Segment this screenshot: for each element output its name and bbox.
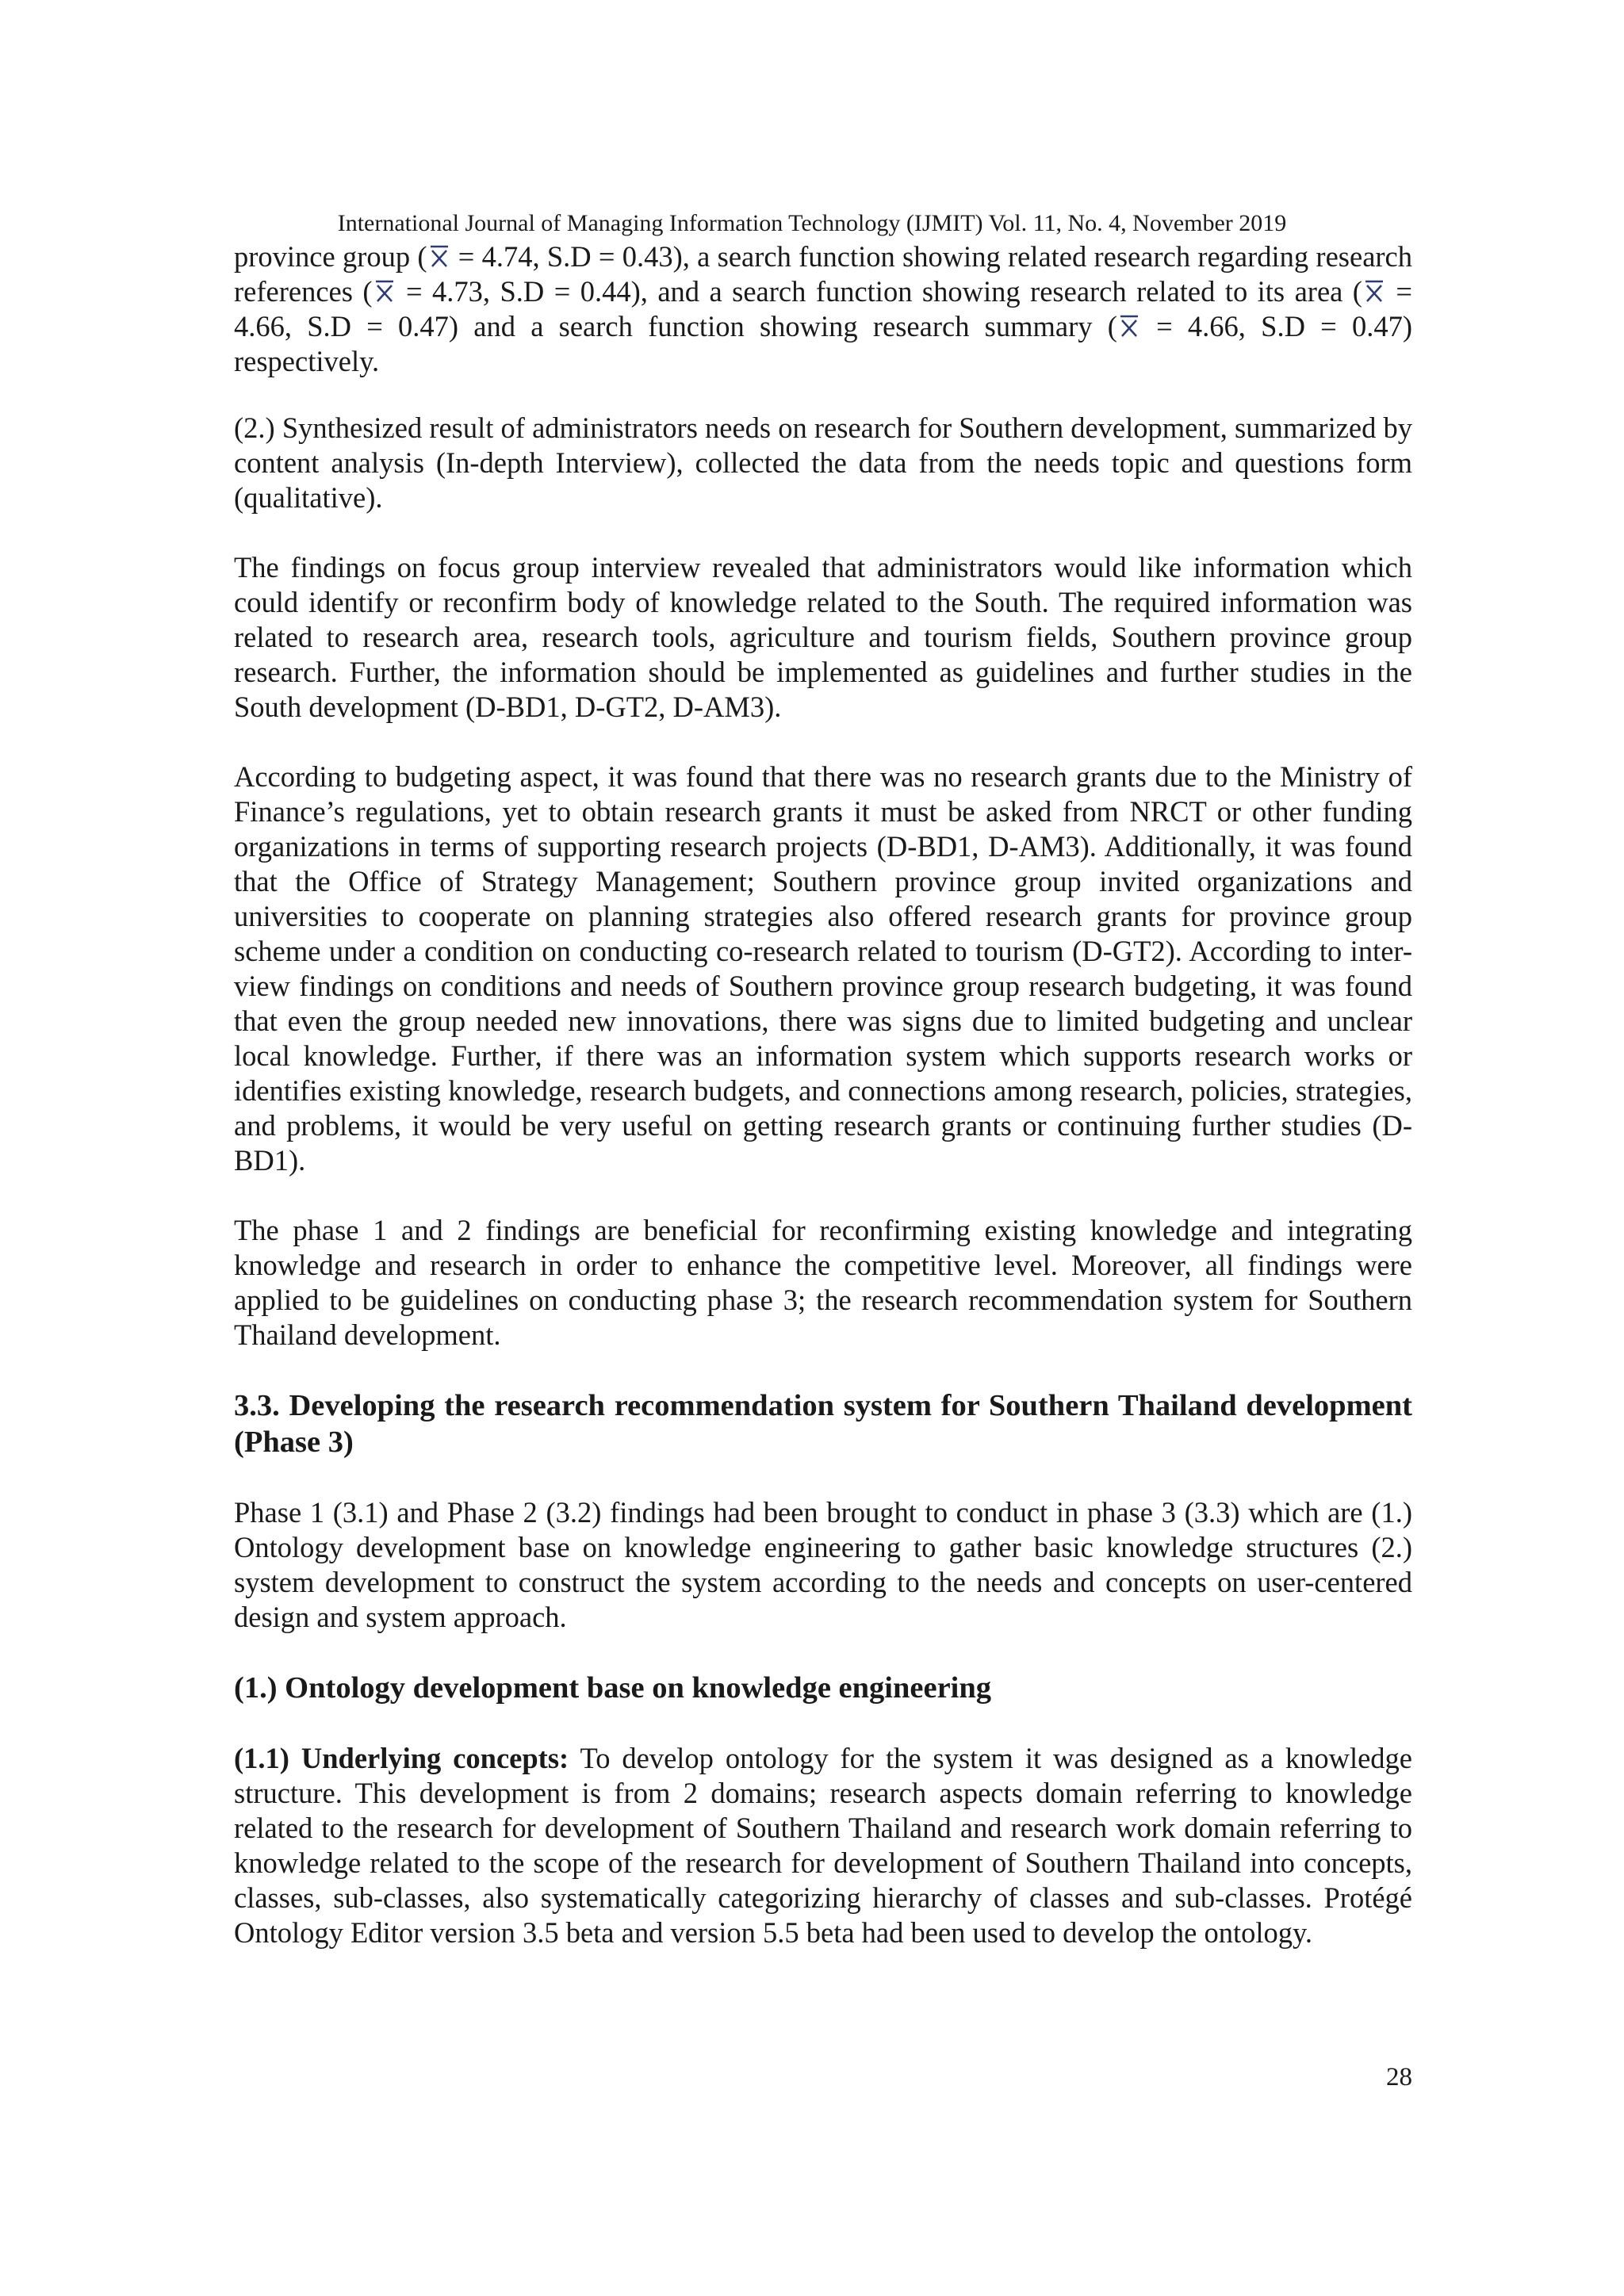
intro-paragraph [234,239,1412,379]
underlying-concepts-lead: (1.1) Underlying concepts: [234,1742,569,1774]
paragraph-phase3-intro: Phase 1 (3.1) and Phase 2 (3.2) findings had been brought to conduct in phase 3 (3.3) which are (1.) Ontology development base on knowledge engineering to gather basic knowledge structures (2.) system development to construct the system according to the needs and concepts on user-centered design and system approach. [234,1496,1412,1633]
x-bar-icon [1364,279,1385,303]
x-bar-icon [374,279,395,303]
subsection-heading-ontology: (1.) Ontology development base on knowledge engineering [234,1671,992,1705]
intro-text-2: = 4.74, S.D = 0.43), a search function showing related research regarding research references ( [234,240,1412,308]
page-content [234,239,1412,1985]
underlying-concepts-body: To develop ontology for the system it was designed as a knowledge structure. This development is from 2 domains; research aspects domain referring to knowledge related to the research for development of Southern Thailand and research work domain referring to knowledge related to the scope of the research for development of Southern Thailand into concepts, classes, sub-classes, also systematically categorizing hierarchy of classes and sub-classes. Protégé Ontology Editor version 3.5 beta and version 5.5 beta had been used to develop the ontology. [234,1742,1412,1949]
paragraph-underlying-concepts [234,1741,1412,1950]
x-bar-icon [1119,314,1139,338]
running-header: International Journal of Managing Information Technology (IJMIT) Vol. 11, No. 4, November 2019 [337,210,1287,236]
paragraph-focus-group: The findings on focus group interview revealed that administrators would like information which could identify or reconfirm body of knowledge related to the South. The required information was related to research area, research tools, agriculture and tourism fields, Southern province group research. Further, the information should be implemented as guidelines and further studies in the South development (D-BD1, D-GT2, D-AM3). [234,551,1412,723]
paragraph-synthesized: (2.) Synthesized result of administrators needs on research for Southern development, summarized by content analysis (In-depth Interview), collected the data from the needs topic and questions form (qualitative). [234,411,1412,514]
page-number: 28 [1386,2063,1412,2091]
intro-text-3: = 4.73, S.D = 0.44), and a search function showing research related to its area ( [396,275,1362,308]
paragraph-phase-findings: The phase 1 and 2 findings are beneficial for reconfirming existing knowledge and integrating knowledge and research in order to enhance the competitive level. Moreover, all findings were applied to be guidelines on conducting phase 3; the research recommendation system for Southern Thailand development. [234,1214,1412,1351]
intro-text-1: province group ( [234,240,427,273]
intro-text-5: = 4.66, S.D = 0.47) respectively. [234,310,1412,377]
intro-text-4: = 4.66, S.D = 0.47) and a search function showing research summary ( [234,275,1413,342]
x-bar-icon [429,244,450,268]
paragraph-budgeting: According to budgeting aspect, it was found that there was no research grants due to the Ministry of Finance’s regulations, yet to obtain research grants it must be asked from NRCT or other funding organizations in terms of supporting research projects (D-BD1, D-AM3). Additionally, it was found that the Office of Strategy Management; Southern province group invited organizations and universities to cooperate on planning strategies also offered research grants for province group scheme under a condition on conducting co-research related to tourism (D-GT2). According to inter-view findings on conditions and needs of Southern province group research budgeting, it was found that even the group needed new innovations, there was signs due to limited budgeting and unclear local knowledge. Further, if there was an information system which supports research works or identifies existing knowledge, research budgets, and connections among research, policies, strategies, and problems, it would be very useful on getting research grants or continuing further studies (D-BD1). [234,760,1412,1177]
section-heading-3-3: 3.3. Developing the research recommendation system for Southern Thailand development (Phase 3) [234,1389,1412,1459]
